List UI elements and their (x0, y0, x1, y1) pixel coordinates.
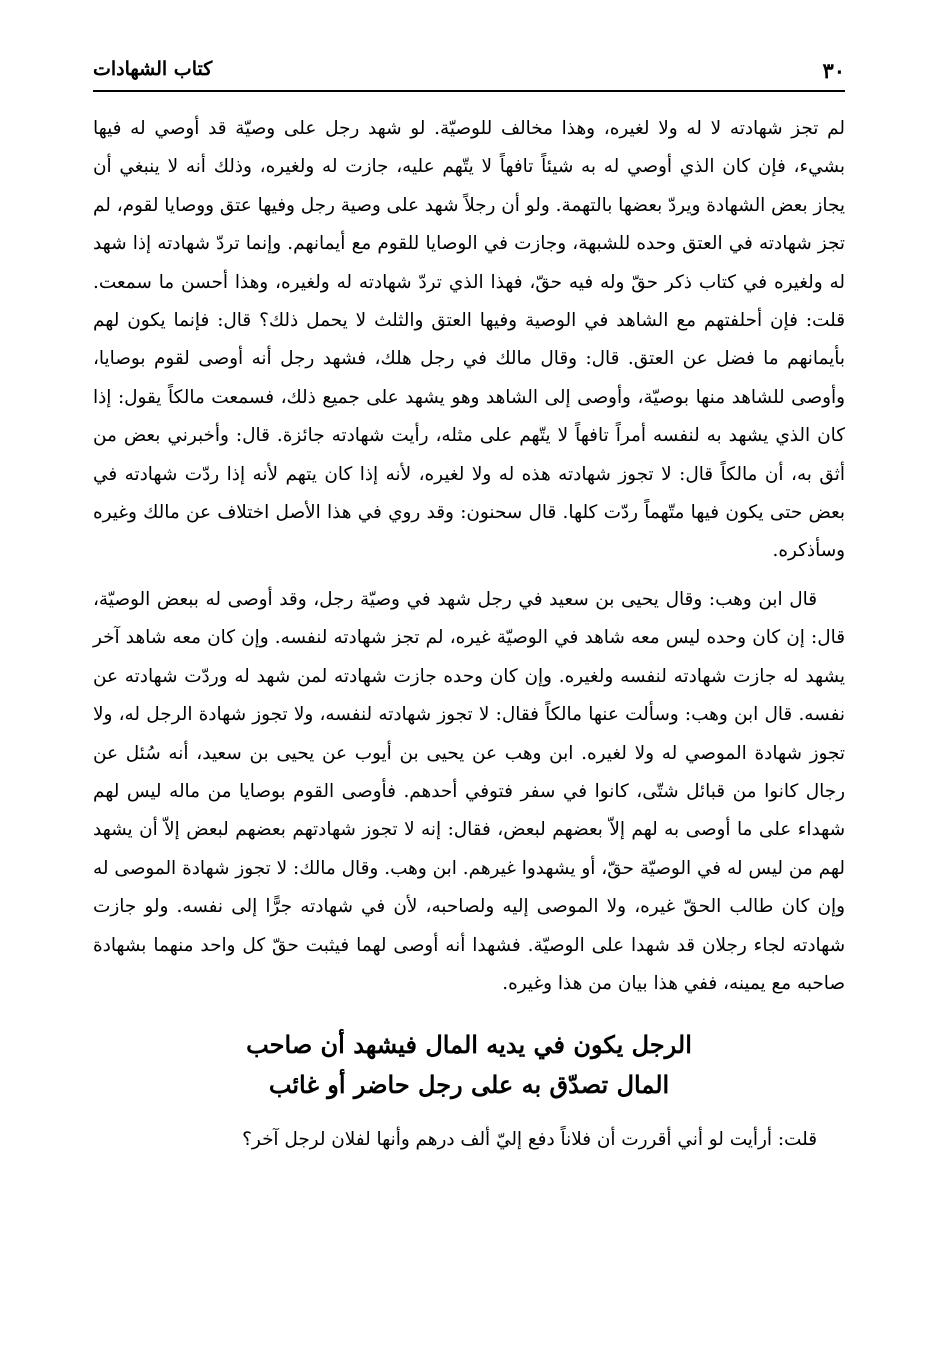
paragraph: قلت: أرأيت لو أني أقررت أن فلاناً دفع إليّ ألف درهم وأنها لفلان لرجل آخر؟ (242, 1129, 817, 1151)
book-title: كتاب الشهادات (93, 58, 213, 80)
section-heading-line: المال تصدّق به على رجل حاضر أو غائب (268, 1070, 670, 1100)
header-rule (93, 90, 845, 92)
paragraph: لم تجز شهادته لا له ولا لغيره، وهذا مخالف للوصيّة. لو شهد رجل على وصيّة قد أوصي له فيها بشيء، فإن كان الذي أوصي له به شيئاً تافهاً لا يتّهم عليه، جازت له ولغيره، وذلك أنه لا ينبغي أن يجاز بعض الشهادة ويردّ بعضها بالتهمة. ولو أن رجلاً شهد على وصية رجل وفيها عتق ووصايا لقوم، لم تجز شهادته في العتق وحده للشبهة، وجازت في الوصايا للقوم مع أيمانهم. وإنما تردّ شهادته إذا شهد له ولغيره في كتاب ذكر حقّ وله فيه حقّ، فهذا الذي تردّ شهادته له ولغيره، وهذا أحسن ما سمعت. قلت: فإن أحلفتهم مع الشاهد في الوصية وفيها العتق والثلث لا يحمل ذلك؟ قال: فإنما يكون لهم بأيمانهم ما فضل عن العتق. قال: وقال مالك في رجل هلك، فشهد رجل أنه أوصى لقوم بوصايا، وأوصى للشاهد منها بوصيّة، وأوصى إلى الشاهد وهو يشهد على جميع ذلك، فسمعت مالكاً يقول: إذا كان الذي يشهد به لنفسه أمراً تافهاً لا يتّهم على مثله، رأيت شهادته جائزة. قال: وأخبرني بعض من أثق به، أن مالكاً قال: لا تجوز شهادته هذه له ولا لغيره، لأنه إذا كان يتهم لأنه إذا ردّت شهادته في بعض حتى يكون فيها متّهماً ردّت كلها. قال سحنون: وقد روي في هذا الأصل اختلاف عن مالك وغيره وسأذكره. (93, 118, 845, 562)
running-head (93, 56, 845, 86)
section-heading (93, 1025, 845, 1105)
page-number: ٣٠ (822, 58, 845, 83)
section-heading-line: الرجل يكون في يديه المال فيشهد أن صاحب (246, 1030, 692, 1060)
body-text (93, 110, 845, 1160)
paragraph: قال ابن وهب: وقال يحيى بن سعيد في رجل شهد في وصيّة رجل، وقد أوصى له ببعض الوصيّة، قال: إن كان وحده ليس معه شاهد في الوصيّة غيره، لم تجز شهادته لنفسه. وإن كان معه شاهد آخر يشهد له جازت شهادته لنفسه ولغيره. وإن كان وحده جازت شهادته لمن شهد له وردّت شهادته عن نفسه. قال ابن وهب: وسألت عنها مالكاً فقال: لا تجوز شهادته لنفسه، ولا تجوز شهادة الرجل له، ولا تجوز شهادة الموصي له ولا لغيره. ابن وهب عن يحيى بن أيوب عن يحيى بن سعيد، أنه سُئل عن رجال كانوا من قبائل شتّى، كانوا في سفر فتوفي أحدهم. فأوصى القوم بوصايا من ماله ليس لهم شهداء على ما أوصى به لهم إلاّ بعضهم لبعض، فقال: إنه لا تجوز شهادتهم بعضهم لبعض إلاّ أن يشهد لهم من ليس له في الوصيّة حقّ، أو يشهدوا غيرهم. ابن وهب. وقال مالك: لا تجوز شهادة الموصى له وإن كان طالب الحقّ غيره، ولا الموصى إليه ولصاحبه، لأن في شهادته جرًّا إلى نفسه. ولو جازت شهادته لجاء رجلان قد شهدا على الوصيّة. فشهدا أنه أوصى لهما فيثبت حقّ كل واحد منهما بشهادة صاحبه مع يمينه، ففي هذا بيان من هذا وغيره. (93, 588, 845, 994)
